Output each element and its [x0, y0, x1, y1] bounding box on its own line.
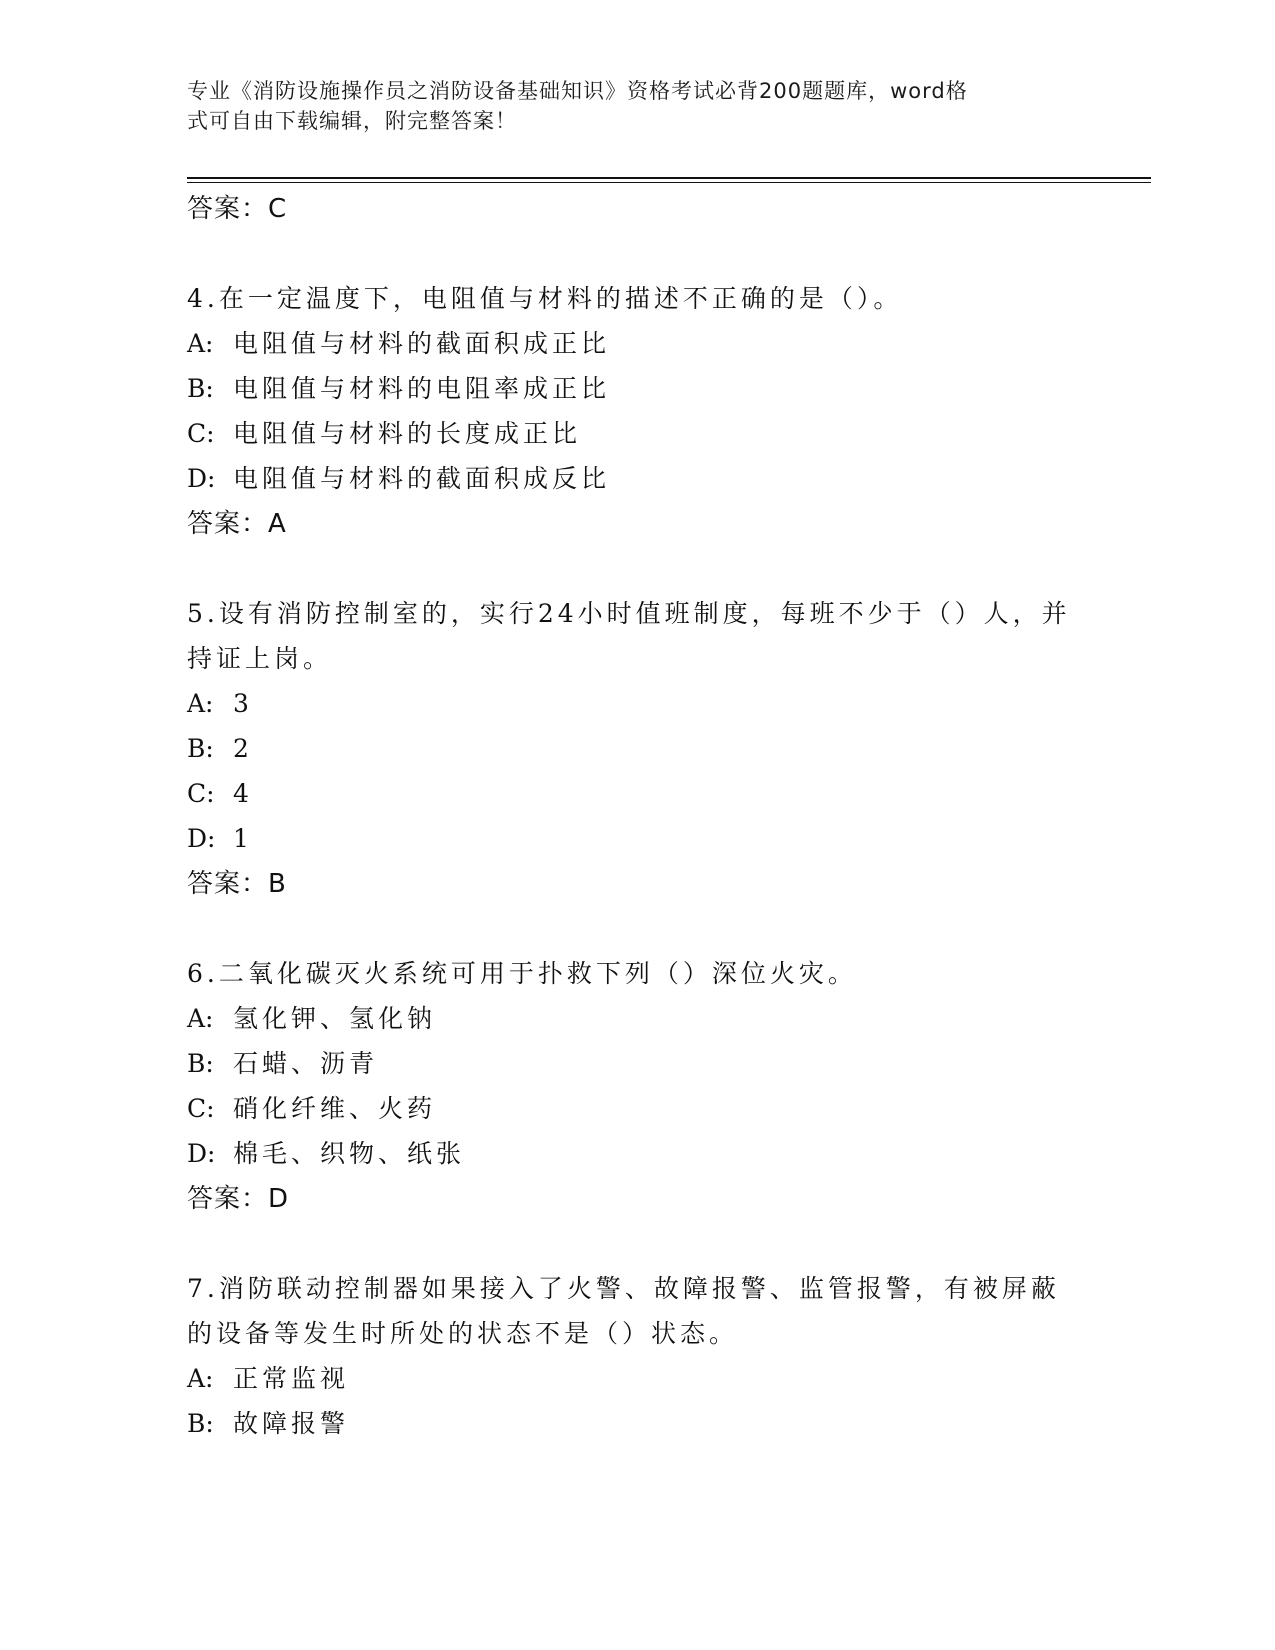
header-line-2: 式可自由下载编辑，附完整答案！ [187, 109, 517, 133]
question-6-stem: 6.二氧化碳灭火系统可用于扑救下列（）深位火灾。 [187, 959, 857, 988]
option-letter: D: [187, 1139, 216, 1168]
option-text: 电阻值与材料的截面积成反比 [233, 464, 611, 493]
header-divider-bottom [187, 182, 1151, 183]
header-divider-top [187, 177, 1151, 179]
option-letter: D: [187, 824, 216, 853]
question-5-option-d [187, 823, 1087, 855]
question-6-option-d [187, 1138, 1087, 1170]
question-5-option-b [187, 733, 1087, 765]
question-5-stem-line-1: 5.设有消防控制室的，实行24小时值班制度，每班不少于（）人，并 [187, 599, 1071, 628]
question-4-option-b [187, 373, 1087, 405]
question-6-option-b [187, 1048, 1087, 1080]
option-letter: B: [187, 374, 214, 403]
option-letter: A: [187, 1364, 214, 1393]
option-text: 氢化钾、氢化钠 [233, 1004, 437, 1033]
option-text: 石蜡、沥青 [233, 1049, 379, 1078]
option-letter: B: [187, 734, 214, 763]
option-letter: C: [187, 779, 215, 808]
option-letter: C: [187, 1094, 215, 1123]
option-text: 3 [233, 689, 253, 718]
document-header [187, 76, 1077, 136]
question-5-answer: 答案：B [187, 869, 287, 899]
question-7-option-a [187, 1363, 1087, 1395]
option-letter: B: [187, 1049, 214, 1078]
question-4-stem: 4.在一定温度下，电阻值与材料的描述不正确的是（）。 [187, 284, 903, 313]
answer-previous: 答案：C [187, 194, 288, 224]
option-text: 正常监视 [233, 1364, 350, 1393]
question-7-stem-line-2: 的设备等发生时所处的状态不是（）状态。 [187, 1319, 739, 1348]
option-letter: C: [187, 419, 215, 448]
option-letter: A: [187, 329, 214, 358]
question-5-stem-line-2: 持证上岗。 [187, 644, 333, 673]
option-letter: A: [187, 689, 214, 718]
question-7-option-b [187, 1408, 1087, 1440]
option-text: 2 [233, 734, 253, 763]
option-text: 棉毛、织物、纸张 [233, 1139, 466, 1168]
option-text: 电阻值与材料的截面积成正比 [233, 329, 611, 358]
option-text: 1 [233, 824, 253, 853]
header-line-1: 专业《消防设施操作员之消防设备基础知识》资格考试必背200题题库，word格 [187, 79, 968, 103]
question-6-option-a [187, 1003, 1087, 1035]
question-7-stem-line-1: 7.消防联动控制器如果接入了火警、故障报警、监管报警，有被屏蔽 [187, 1274, 1060, 1303]
option-letter: B: [187, 1409, 214, 1438]
question-4-option-d [187, 463, 1087, 495]
question-6-answer: 答案：D [187, 1184, 290, 1214]
option-letter: D: [187, 464, 216, 493]
option-text: 电阻值与材料的电阻率成正比 [233, 374, 611, 403]
question-5-option-c [187, 778, 1087, 810]
option-text: 硝化纤维、火药 [233, 1094, 437, 1123]
question-5-option-a [187, 688, 1087, 720]
question-4-option-c [187, 418, 1087, 450]
option-text: 故障报警 [233, 1409, 350, 1438]
option-text: 4 [233, 779, 253, 808]
option-text: 电阻值与材料的长度成正比 [233, 419, 582, 448]
option-letter: A: [187, 1004, 214, 1033]
question-4-answer: 答案：A [187, 509, 287, 539]
question-4-option-a [187, 328, 1087, 360]
question-6-option-c [187, 1093, 1087, 1125]
